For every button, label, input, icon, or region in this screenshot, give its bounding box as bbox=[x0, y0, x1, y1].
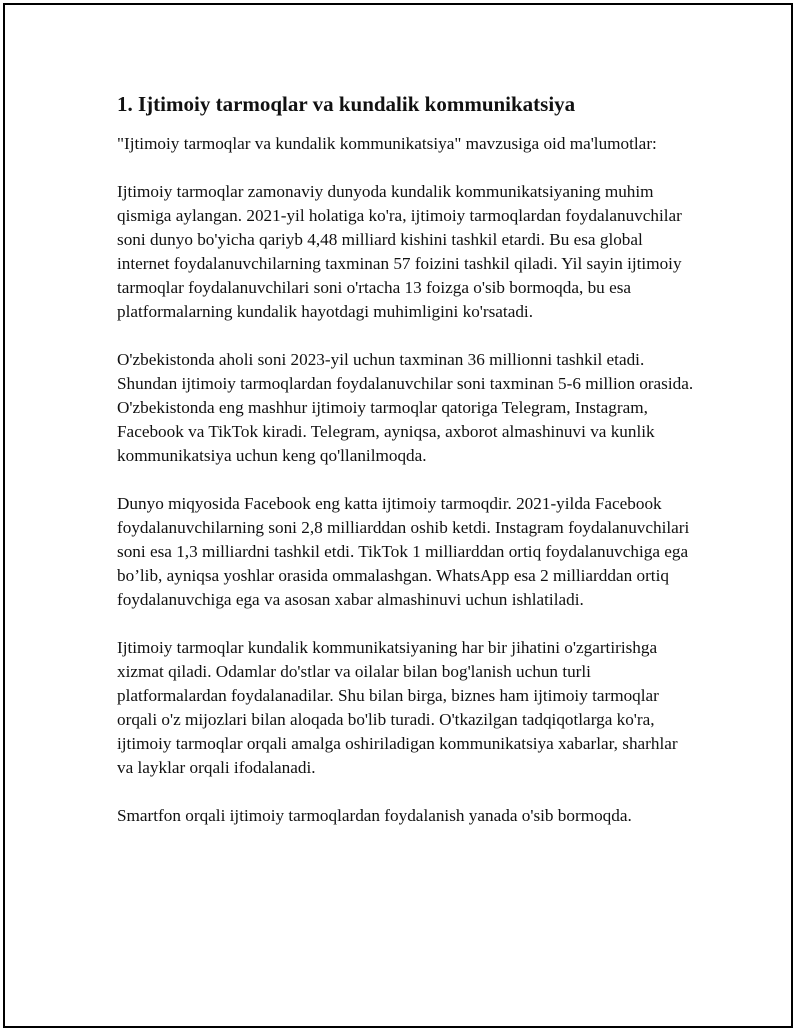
intro-paragraph: "Ijtimoiy tarmoqlar va kundalik kommunikatsiya" mavzusiga oid ma'lumotlar: bbox=[117, 134, 657, 153]
paragraph-world-platforms: Dunyo miqyosida Facebook eng katta ijtimoiy tarmoqdir. 2021-yilda Facebook foydalanuvchilarning soni 2,8 milliarddan oshib ketdi. Instagram foydalanuvchilari soni esa 1,3 milliardni tashkil etdi. TikTok 1 milliarddan ortiq foydalanuvchiga ega bo’lib, ayniqsa yoshlar orasida ommalashgan. WhatsApp esa 2 milliarddan ortiq foydalanuvchiga ega va asosan xabar almashinuvi uchun ishlatiladi. bbox=[117, 494, 690, 609]
paragraph-uzbekistan: O'zbekistonda aholi soni 2023-yil uchun taxminan 36 millionni tashkil etadi. Shundan ijtimoiy tarmoqlardan foydalanuvchilar soni taxminan 5-6 million orasida. O'zbekistonda eng mashhur ijtimoiy tarmoqlar qatoriga Telegram, Instagram, Facebook va TikTok kiradi. Telegram, ayniqsa, axborot almashinuvi va kunlik kommunikatsiya uchun keng qo'llanilmoqda. bbox=[117, 350, 694, 465]
paragraph-smartphone: Smartfon orqali ijtimoiy tarmoqlardan foydalanish yanada o'sib bormoqda. bbox=[117, 806, 632, 825]
paragraph-global-usage: Ijtimoiy tarmoqlar zamonaviy dunyoda kundalik kommunikatsiyaning muhim qismiga aylangan. 2021-yil holatiga ko'ra, ijtimoiy tarmoqlardan foydalanuvchilar soni dunyo bo'yicha qariyb 4,48 milliard kishini tashkil etardi. Bu esa global internet foydalanuvchilarning taxminan 57 foizini tashkil qiladi. Yil sayin ijtimoiy tarmoqlar foydalanuvchilari soni o'rtacha 13 foizga o'sib bormoqda, bu esa platformalarning kundalik hayotdagi muhimligini ko'rsatadi. bbox=[117, 182, 682, 321]
document-body bbox=[117, 90, 697, 852]
paragraph-communication: Ijtimoiy tarmoqlar kundalik kommunikatsiyaning har bir jihatini o'zgartirishga xizmat qiladi. Odamlar do'stlar va oilalar bilan bog'lanish uchun turli platformalardan foydalanadilar. Shu bilan birga, biznes ham ijtimoiy tarmoqlar orqali o'z mijozlari bilan aloqada bo'lib turadi. O'tkazilgan tadqiqotlarga ko'ra, ijtimoiy tarmoqlar orqali amalga oshiriladigan kommunikatsiya xabarlar, sharhlar va layklar orqali ifodalanadi. bbox=[117, 638, 678, 777]
section-heading: 1. Ijtimoiy tarmoqlar va kundalik kommunikatsiya bbox=[117, 92, 576, 116]
